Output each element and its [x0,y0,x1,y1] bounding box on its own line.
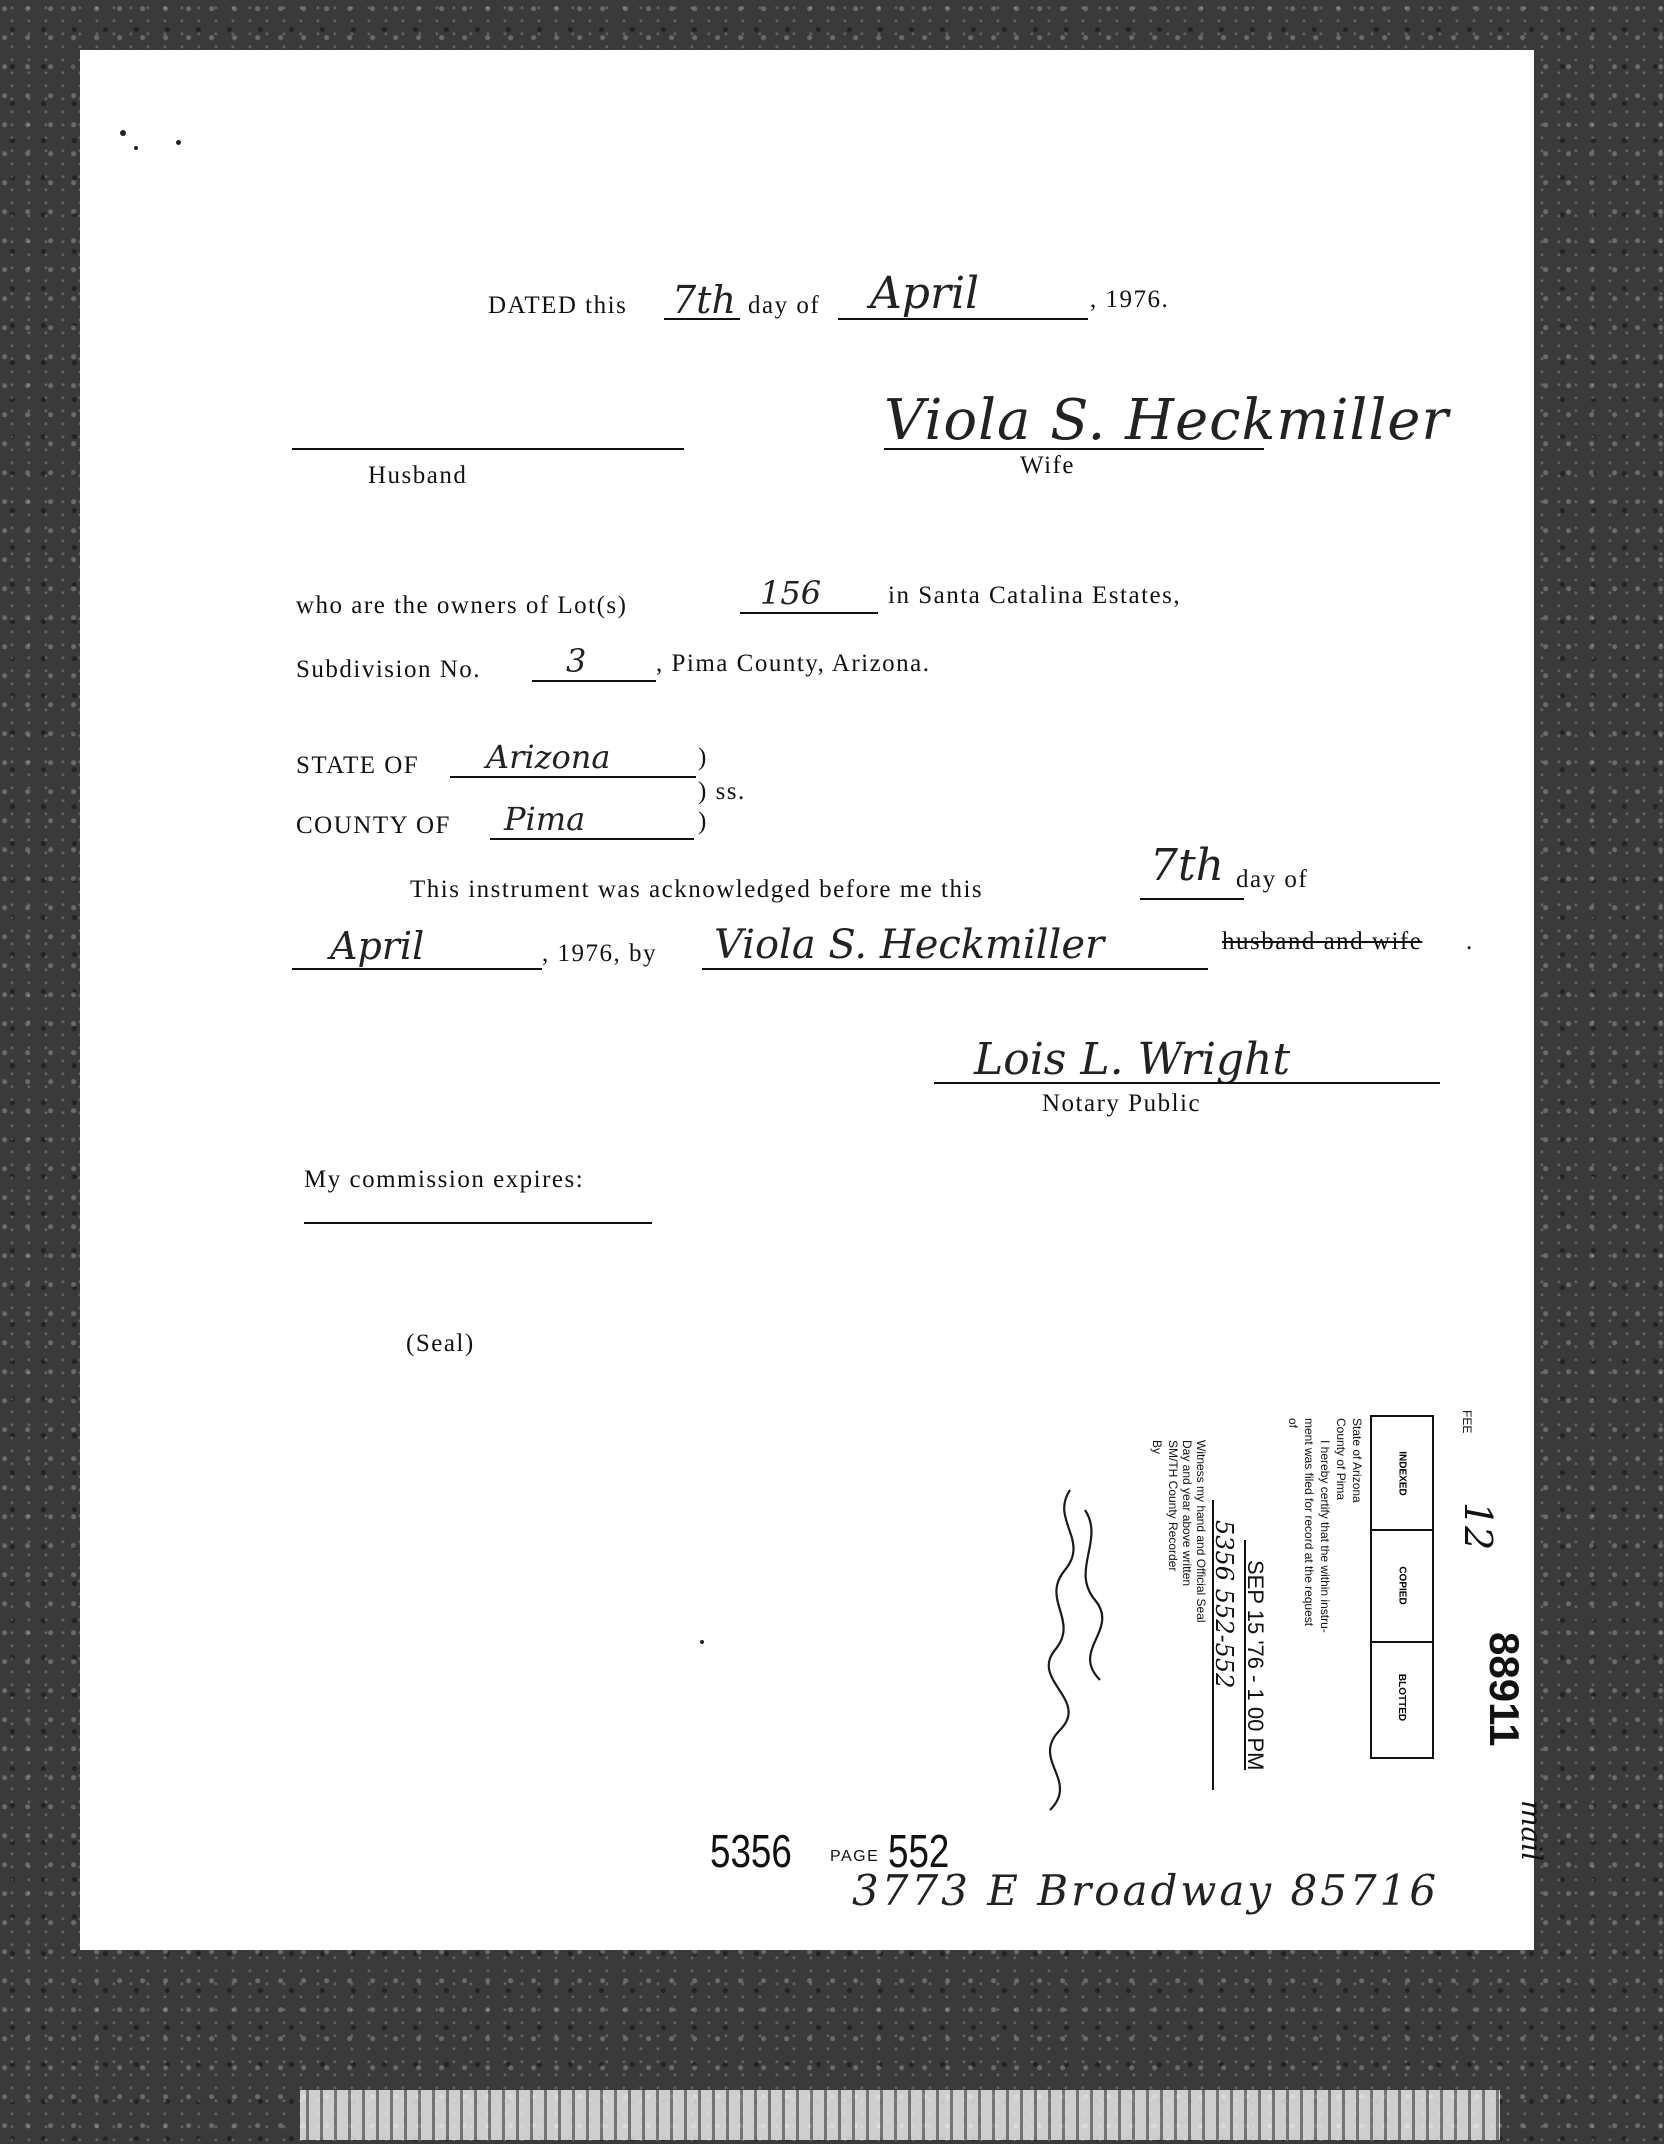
address-note: 3773 E Broadway 85716 [852,1866,1440,1915]
ack-period: . [1466,928,1474,955]
dated-mid: day of [748,292,821,319]
ack-month-line [292,968,542,970]
document-sheet [80,50,1534,1950]
seal-label: (Seal) [406,1330,475,1357]
stamp-line-1: State of Arizona [1350,1418,1364,1503]
commission-line [304,1222,652,1224]
notary-signature-line [934,1082,1440,1084]
scan-speck [134,146,138,150]
page-number: 552 [888,1825,950,1877]
stamp-cell-copied [1372,1529,1432,1643]
stamp-cell-indexed [1372,1417,1432,1531]
stamp-rule-2 [1212,1500,1214,1790]
lot-line [740,612,878,614]
husband-signature-line [292,448,684,450]
scan-speck [700,1640,704,1644]
subdivision-value: 3 [566,642,587,680]
dated-day: 7th [672,278,736,322]
ss-label: ) ss. [698,778,746,805]
ack-struck-text: husband and wife [1222,928,1423,955]
county-paren: ) [698,808,708,835]
stamp-doc-number: 88911 [1481,1632,1528,1747]
ack-name-line [702,968,1208,970]
stamp-copied-label: COPIED [1396,1565,1408,1605]
scan-speck [176,140,181,145]
notary-label: Notary Public [1042,1090,1202,1117]
subdivision-suffix: , Pima County, Arizona. [656,650,931,677]
stamp-line-2: County of Pima [1334,1418,1348,1501]
county-label: COUNTY OF [296,812,451,839]
state-paren: ) [698,744,708,771]
stamp-indexed-label: INDEXED [1396,1450,1408,1496]
husband-label: Husband [368,462,468,489]
dated-prefix: DATED this [488,292,628,319]
dated-day-line [664,318,740,320]
ack-day: 7th [1150,840,1225,891]
stamp-line-4: ment was filed for record at the request [1302,1418,1316,1627]
state-line [450,776,696,778]
stamp-line-10: SM/TH County Recorder [1166,1440,1180,1572]
subdivision-prefix: Subdivision No. [296,656,482,683]
ack-month: April [330,924,425,968]
notary-signature: Lois L. Wright [974,1034,1291,1085]
stamp-mailed-note: mail [1515,1800,1548,1862]
recorder-stamp-box [1370,1415,1434,1759]
wife-signature: Viola S. Heckmiller [884,388,1450,453]
state-label: STATE OF [296,752,420,779]
stamp-date: SEP 15 '76 - 1 00 PM [1243,1560,1268,1771]
subdivision-line [532,680,656,682]
ack-suffix: day of [1236,866,1309,893]
stamp-book-page: 5356 552-552 [1210,1520,1238,1689]
stamp-line-5: of [1286,1418,1300,1429]
scan-speck [120,130,126,136]
state-value: Arizona [486,738,611,776]
stamp-blotted-label: BLOTTED [1396,1673,1408,1721]
stamp-line-8: Witness my hand and Official Seal [1194,1440,1208,1623]
dated-month-line [838,318,1088,320]
stamp-line-9: Day and year above written [1180,1440,1194,1587]
stamp-line-11: By [1150,1440,1164,1455]
dated-month: April [870,268,980,319]
recorder-signature [1010,1480,1140,1820]
county-value: Pima [504,800,586,838]
book-number: 5356 [710,1825,792,1877]
dated-year: , 1976. [1090,286,1170,313]
ack-name: Viola S. Heckmiller [714,922,1105,968]
ack-day-line [1140,898,1244,900]
wife-label: Wife [1020,452,1075,479]
scan-edge-strip [300,2090,1500,2140]
ack-prefix: This instrument was acknowledged before me this [410,876,984,903]
owners-prefix: who are the owners of Lot(s) [296,592,628,619]
owners-suffix: in Santa Catalina Estates, [888,582,1182,609]
stamp-rule-1 [1244,1540,1246,1770]
lot-value: 156 [760,574,822,612]
commission-label: My commission expires: [304,1166,585,1193]
ack-year-by: , 1976, by [542,940,657,967]
stamp-line-3: I hereby certify that the within instru- [1318,1440,1332,1633]
page-label: PAGE [830,1848,880,1865]
county-line [490,838,694,840]
stamp-cell-blotted [1372,1641,1432,1753]
stamp-fee-value: 12 [1456,1502,1500,1551]
wife-signature-line [884,448,1264,450]
stamp-fee-label: FEE [1460,1410,1474,1434]
